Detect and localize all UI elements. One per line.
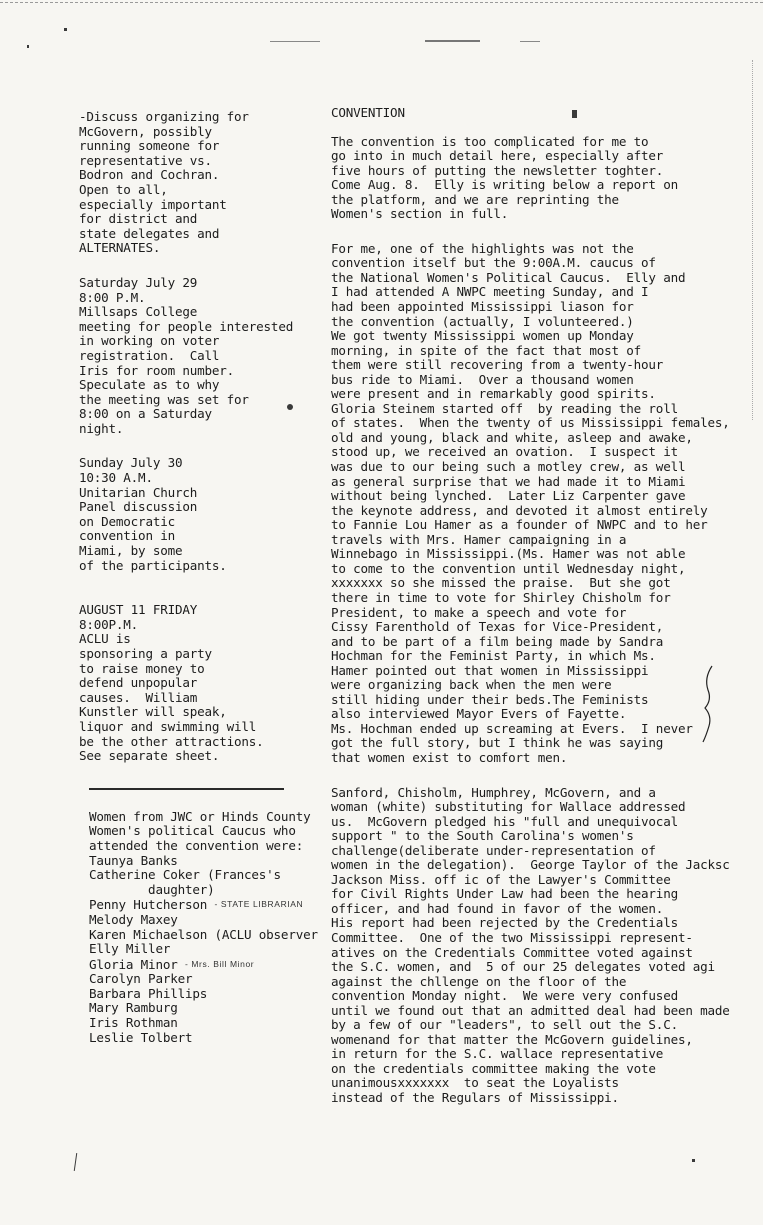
paragraph-line: President, to make a speech and vote for: [331, 604, 627, 620]
paragraph-line: the National Women's Political Caucus. Elly and: [331, 269, 686, 285]
attendee-name: Mary Ramburg: [89, 1000, 178, 1016]
paragraph-line: go into in much detail here, especially after: [331, 148, 664, 164]
attendee-name: Melody Maxey: [89, 911, 178, 927]
event-line: Speculate as to why: [79, 377, 220, 393]
paragraph-line: convention itself but the 9:00A.M. caucus of: [331, 255, 656, 271]
attendee-name: Taunya Banks: [89, 852, 178, 868]
event-line: representative vs.: [79, 152, 212, 168]
scan-speck: [64, 28, 67, 31]
paragraph-line: officer, and had found in favor of the women.: [331, 900, 664, 916]
paragraph-line: five hours of putting the newsletter toghter.: [331, 162, 664, 178]
paragraph-line: support " to the South Carolina's women's: [331, 828, 634, 844]
event-line: running someone for: [79, 138, 220, 154]
event-line: defend unpopular: [79, 675, 198, 691]
event-line: McGovern, possibly: [79, 123, 212, 139]
paragraph-line: them were still recovering from a twenty-hour: [331, 357, 664, 373]
article-heading: CONVENTION: [331, 105, 405, 120]
scan-speck: [74, 1153, 77, 1171]
event-line: Iris for room number.: [79, 362, 235, 378]
event-line: Saturday July 29: [79, 274, 198, 290]
attendee-name: Karen Michaelson (ACLU observer: [89, 926, 318, 942]
paragraph-line: by a few of our "leaders", to sell out the S.C.: [331, 1017, 678, 1033]
paragraph-line: were organizing back when the men were: [331, 677, 612, 693]
paragraph-line: us. McGovern pledged his "full and unequivocal: [331, 813, 678, 829]
paragraph-line: Hamer pointed out that women in Mississippi: [331, 662, 649, 678]
scan-speck: [270, 41, 320, 42]
event-line: Millsaps College: [79, 304, 198, 320]
attendee-name: Elly Miller: [89, 941, 171, 957]
attendee-name: Barbara Phillips: [89, 985, 208, 1001]
paragraph-line: the keynote address, and devoted it almost entirely: [331, 502, 708, 518]
paragraph-line: Women's section in full.: [331, 206, 509, 222]
paragraph-line: in return for the S.C. wallace representative: [331, 1046, 664, 1062]
paragraph-line: for Civil Rights Under Law had been the hearing: [331, 886, 678, 902]
paragraph-line: We got twenty Mississippi women up Monday: [331, 328, 634, 344]
event-line: 8:00P.M.: [79, 616, 139, 632]
paragraph-line: travels with Mrs. Hamer campaigning in a: [331, 531, 627, 547]
event-line: Sunday July 30: [79, 455, 183, 471]
paragraph-line: were present and in remarkably good spirits.: [331, 386, 656, 402]
paragraph-line: convention Monday night. We were very confused: [331, 988, 678, 1004]
calendar-column: [79, 109, 318, 1045]
article-paragraph: [331, 135, 761, 222]
scan-speck: [520, 41, 540, 42]
attendee-name: daughter): [89, 881, 215, 897]
paragraph-line: without being lynched. Later Liz Carpenter gave: [331, 488, 686, 504]
event-line: especially important: [79, 196, 227, 212]
attendees-intro-line: attended the convention were:: [89, 837, 304, 853]
paragraph-line: instead of the Regulars of Mississippi.: [331, 1090, 619, 1105]
paragraph-line: got the full story, but I think he was saying: [331, 735, 664, 751]
paragraph-line: still hiding under their beds.The Feminists: [331, 691, 649, 707]
perforation-line: [0, 2, 763, 3]
paragraph-line: Winnebago in Mississippi.(Ms. Hamer was not able: [331, 546, 686, 562]
event-line: to raise money to: [79, 660, 205, 676]
paragraph-line: on the credentials committee making the vote: [331, 1060, 656, 1076]
article-paragraph: [331, 786, 761, 1106]
event-line: liquor and swimming will: [79, 718, 257, 734]
handwritten-note: - STATE LIBRARIAN: [214, 899, 304, 910]
attendee-name: Carolyn Parker: [89, 971, 193, 987]
event-line: of the participants.: [79, 557, 227, 573]
attendee-list: [89, 852, 318, 1046]
attendee-name: Leslie Tolbert: [89, 1029, 193, 1045]
paragraph-line: morning, in spite of the fact that most of: [331, 342, 642, 358]
paragraph-line: The convention is too complicated for me to: [331, 133, 649, 149]
event-line: See separate sheet.: [79, 748, 220, 764]
paragraph-line: that women exist to comfort men.: [331, 749, 568, 765]
paragraph-line: women in the delegation). George Taylor of the Jacksc: [331, 857, 730, 873]
paragraph-line: Jackson Miss. off ic of the Lawyer's Committee: [331, 871, 671, 887]
attendee-name: Gloria Minor - Mrs. Bill Minor: [89, 956, 255, 972]
handwritten-bracket: [702, 664, 716, 744]
event-line: night.: [79, 420, 124, 436]
event-line: on Democratic: [79, 513, 175, 529]
paragraph-line: as general surprise that we had made it to Miami: [331, 473, 686, 489]
paragraph-line: womenand for that matter the McGovern guidelines,: [331, 1031, 693, 1047]
attendee-name: Penny Hutcherson - STATE LIBRARIAN: [89, 897, 304, 913]
paragraph-line: Sanford, Chisholm, Humphrey, McGovern, and a: [331, 784, 656, 800]
event-line: AUGUST 11 FRIDAY: [79, 602, 198, 618]
paragraph-line: old and young, black and white, asleep and awake,: [331, 429, 693, 445]
paragraph-line: to come to the convention until Wednesday night,: [331, 560, 686, 576]
event-line: for district and: [79, 211, 198, 227]
paragraph-line: of states. When the twenty of us Mississippi females,: [331, 415, 730, 431]
event-line: the meeting was set for: [79, 391, 249, 407]
event-line: Miami, by some: [79, 543, 183, 559]
event-unitarian-panel: [79, 456, 314, 573]
event-line: registration. Call: [79, 347, 220, 363]
attendees-intro-line: Women from JWC or Hinds County: [89, 808, 311, 824]
article-paragraph: [331, 242, 761, 766]
paragraph-line: For me, one of the highlights was not the: [331, 240, 634, 256]
paragraph-line: Gloria Steinem started off by reading the roll: [331, 400, 678, 416]
event-line: causes. William: [79, 689, 198, 705]
event-line: 10:30 A.M.: [79, 470, 153, 486]
paragraph-line: the S.C. women, and 5 of our 25 delegates voted agi: [331, 959, 715, 975]
paragraph-line: His report had been rejected by the Credentials: [331, 915, 678, 931]
scan-speck: [425, 40, 480, 42]
event-line: be the other attractions.: [79, 733, 264, 749]
event-organizing-mcgovern: [79, 110, 314, 256]
paragraph-line: to Fannie Lou Hamer as a founder of NWPC and to her: [331, 517, 708, 533]
scan-speck: [27, 45, 29, 48]
paragraph-line: atives on the Credentials Committee voted against: [331, 944, 693, 960]
paragraph-line: unanimousxxxxxxx to seat the Loyalists: [331, 1075, 619, 1091]
attendee-name: Catherine Coker (Frances's: [89, 867, 281, 883]
paragraph-line: Come Aug. 8. Elly is writing below a report on: [331, 177, 678, 193]
paragraph-line: the convention (actually, I volunteered.): [331, 313, 634, 329]
paragraph-line: xxxxxxx so she missed the praise. But she got: [331, 575, 671, 591]
event-line: Bodron and Cochran.: [79, 167, 220, 183]
paragraph-line: was due to our being such a motley crew, as well: [331, 459, 686, 475]
event-line: Open to all,: [79, 181, 168, 197]
event-line: 8:00 on a Saturday: [79, 406, 212, 422]
paragraph-line: Hochman for the Feminist Party, in which Ms.: [331, 648, 656, 664]
event-aclu-party: [79, 603, 314, 764]
paragraph-line: the platform, and we are reprinting the: [331, 191, 619, 207]
paragraph-line: against the chllenge on the floor of the: [331, 973, 627, 989]
attendees-section: [89, 808, 318, 1046]
event-line: Panel discussion: [79, 499, 198, 515]
paragraph-line: challenge(deliberate under-representation of: [331, 842, 656, 858]
paragraph-line: and to be part of a film being made by Sandra: [331, 633, 664, 649]
paragraph-line: bus ride to Miami. Over a thousand women: [331, 371, 634, 387]
event-line: ACLU is: [79, 631, 131, 647]
paragraph-line: woman (white) substituting for Wallace addressed: [331, 799, 686, 815]
event-line: 8:00 P.M.: [79, 289, 146, 305]
event-line: sponsoring a party: [79, 646, 212, 661]
paragraph-line: also interviewed Mayor Evers of Fayette.: [331, 706, 627, 722]
paragraph-line: had been appointed Mississippi liason for: [331, 299, 634, 315]
section-divider: [89, 788, 284, 790]
paragraph-line: stood up, we received an ovation. I suspect it: [331, 444, 678, 460]
paragraph-line: until we found out that an admitted deal had been made: [331, 1002, 730, 1018]
event-line: Unitarian Church: [79, 484, 198, 500]
paragraph-line: Ms. Hochman ended up screaming at Evers. I never: [331, 720, 693, 736]
convention-article: [331, 106, 761, 1106]
event-line: in working on voter: [79, 333, 220, 349]
attendees-intro-line: Women's political Caucus who: [89, 823, 296, 839]
scan-speck: [692, 1159, 695, 1162]
paragraph-line: Cissy Farenthold of Texas for Vice-President,: [331, 619, 664, 635]
event-line: meeting for people interested: [79, 318, 294, 334]
event-line: Kunstler will speak,: [79, 704, 227, 720]
attendee-name: Iris Rothman: [89, 1015, 178, 1031]
event-millsaps-meeting: [79, 276, 314, 437]
paragraph-line: Committee. One of the two Mississippi represent-: [331, 929, 693, 945]
paragraph-line: I had attended A NWPC meeting Sunday, and I: [331, 284, 649, 300]
handwritten-note: - Mrs. Bill Minor: [184, 958, 255, 969]
paragraph-line: there in time to vote for Shirley Chisholm for: [331, 589, 671, 605]
event-line: -Discuss organizing for: [79, 109, 249, 124]
event-line: ALTERNATES.: [79, 240, 161, 256]
event-line: convention in: [79, 528, 175, 544]
event-line: state delegates and: [79, 225, 220, 241]
